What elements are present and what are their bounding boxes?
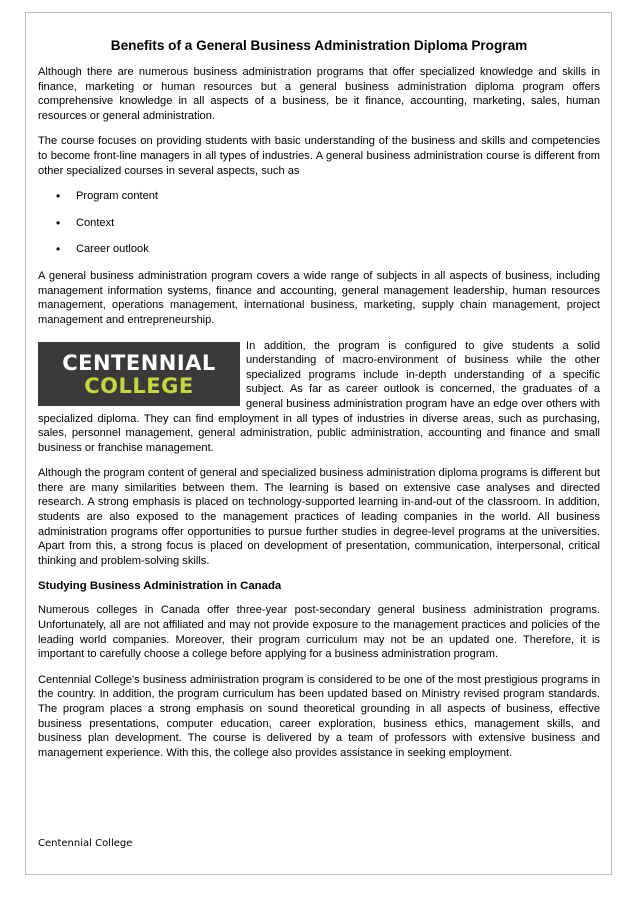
logo-line-1: CENTENNIAL bbox=[62, 350, 216, 375]
document-title: Benefits of a General Business Administration Diploma Program bbox=[110, 38, 528, 53]
section-heading: Studying Business Administration in Canada bbox=[38, 580, 282, 593]
similarities-paragraph: Although the program content of general and specialized business administration diploma programs is different but there are many similarities between them. The learning is based on extensive case analyses and directed research. A strong emphasis is placed on technology-supported learning in-and-out of the classroom. In addition, students are also exposed to the management practices of leading companies in the world. All business administration programs offer opportunities to pursue further studies in degree-level programs at the universities. Apart from this, a strong focus is placed on development of presentation, communication, interpersonal, critical thinking and problem-solving skills. bbox=[38, 467, 600, 567]
document-body bbox=[38, 38, 600, 771]
list-item: • Program content bbox=[56, 189, 600, 216]
intro-paragraph-1: Although there are numerous business administration programs that offer specialized knowledge and skills in finance, marketing or human resources but a general business administration diploma program offers comprehensive knowledge in all aspects of a business, be it finance, accounting, marketing, sales, human resources or general administration. bbox=[38, 66, 600, 122]
list-item: • Context bbox=[56, 216, 600, 243]
centennial-college-logo bbox=[38, 342, 240, 406]
logo-line-2: COLLEGE bbox=[84, 373, 194, 398]
aspects-list bbox=[38, 189, 600, 258]
canada-paragraph-2: Centennial College's business administration program is considered to be one of the most prestigious programs in the country. In addition, the program curriculum has been updated based on Ministry revised program standards. The program places a strong emphasis on sound theoretical grounding in all aspects of business, effective business presentations, computer education, career exploration, business ethics, management skills, and business plan development. The course is delivered by a team of professors with extensive business and management experience. With this, the college also provides assistance in seeking employment. bbox=[38, 673, 600, 759]
intro-paragraph-2: The course focuses on providing students with basic understanding of the business and skills and competencies to become front-line managers in all types of industries. A general business administration course is different from other specialized courses in several aspects, such as bbox=[38, 135, 600, 177]
career-outlook-paragraph: In addition, the program is configured to give students a solid understanding of macro-environment of business while the other specialized programs include in-depth understanding of a specific subject. As far as career outlook is concerned, the graduates of a general business administration program have an edge over others with specialized diploma. They can find employment in all types of industries in diverse areas, such as purchasing, sales, personnel management, general administration, public administration, accounting and finance and small business or franchise management. bbox=[38, 339, 600, 454]
list-item: • Career outlook bbox=[56, 242, 600, 258]
subjects-paragraph: A general business administration program covers a wide range of subjects in all aspects of business, including management information systems, finance and accounting, general management leadership, human resources management, operations management, international business, marketing, supply chain management, project management and entrepreneurship. bbox=[38, 270, 600, 326]
page-footer: Centennial College bbox=[38, 838, 133, 849]
canada-paragraph-1: Numerous colleges in Canada offer three-year post-secondary general business administration programs. Unfortunately, all are not affiliated and may not provide exposure to the management practices and policies of the leading world companies. Moreover, their program curriculum may not be an updated one. Therefore, it is important to carefully choose a college before applying for a business administration program. bbox=[38, 604, 600, 661]
